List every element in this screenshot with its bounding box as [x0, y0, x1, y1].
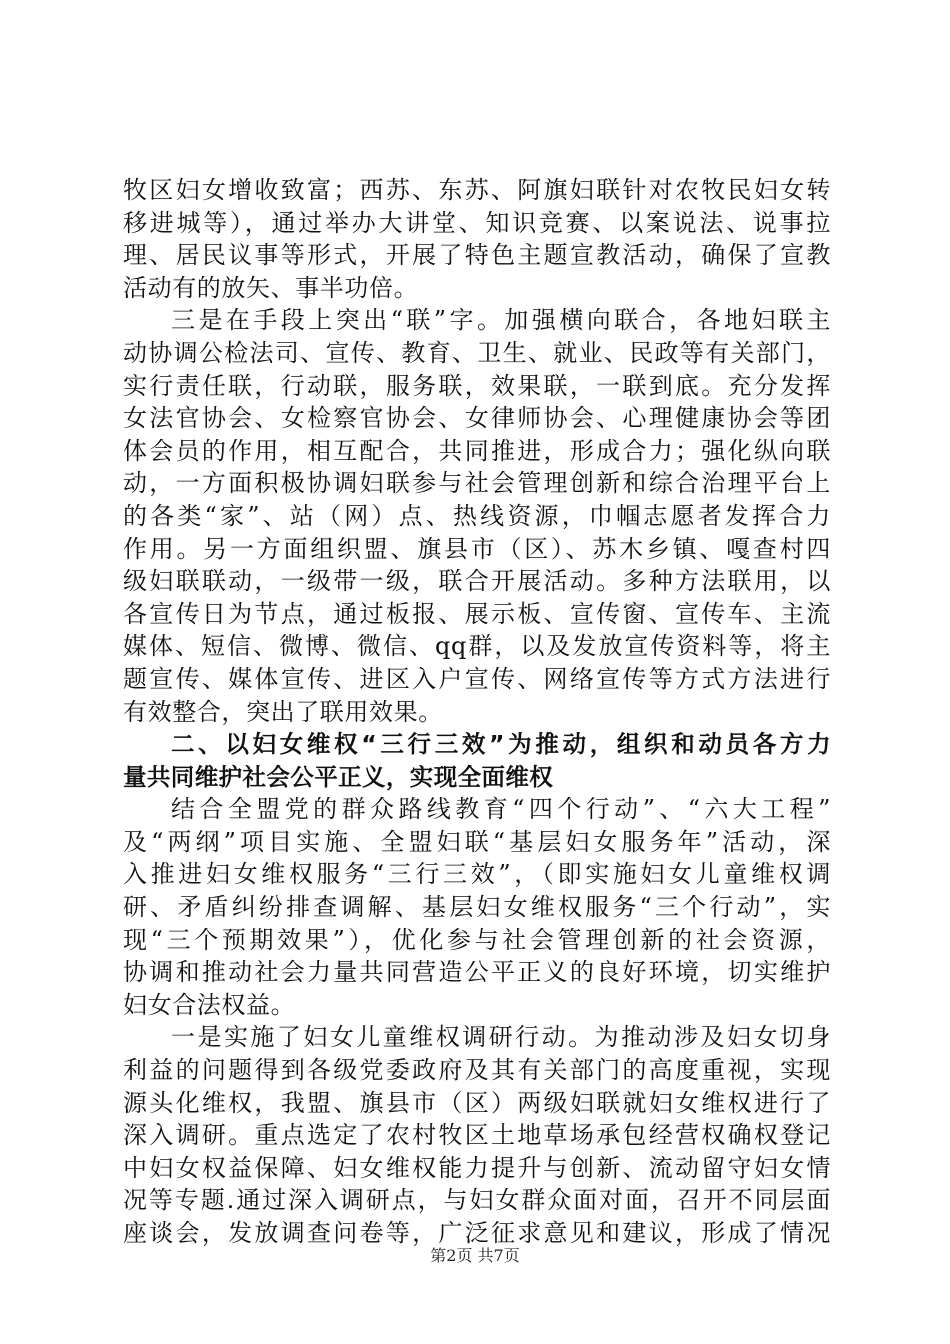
- text-line: 有效整合，突出了联用效果。: [123, 697, 443, 726]
- paragraph-start-line: 三是在手段上突出“联”字。加强横向联合，各地妇联主: [171, 306, 831, 335]
- text-line: 各宣传日为节点，通过板报、展示板、宣传窗、宣传车、主流: [123, 599, 831, 628]
- text-line: 实行责任联，行动联，服务联，效果联，一联到底。充分发挥: [123, 371, 831, 400]
- text-line: 媒体、短信、微博、微信、qq群，以及发放宣传资料等，将主: [123, 632, 831, 661]
- section-heading-continued: 量共同维护社会公平正义，实现全面维权: [123, 762, 554, 791]
- text-line: 妇女合法权益。: [123, 990, 296, 1019]
- text-line: 活动有的放矢、事半功倍。: [123, 273, 419, 302]
- text-line: 理、居民议事等形式，开展了特色主题宣教活动，确保了宣教: [123, 241, 831, 270]
- text-line: 动协调公检法司、宣传、教育、卫生、就业、民政等有关部门，: [123, 338, 831, 367]
- text-line: 深入调研。重点选定了农村牧区土地草场承包经营权确权登记: [123, 1121, 831, 1150]
- text-line: 移进城等），通过举办大讲堂、知识竞赛、以案说法、说事拉: [123, 208, 831, 237]
- text-line: 入推进妇女维权服务“三行三效”，（即实施妇女儿童维权调: [123, 860, 831, 889]
- section-heading: 二、以妇女维权“三行三效”为推动，组织和动员各方力: [171, 730, 831, 759]
- text-line: 动，一方面积极协调妇联参与社会管理创新和综合治理平台上: [123, 469, 831, 498]
- text-line: 协调和推动社会力量共同营造公平正义的良好环境，切实维护: [123, 958, 831, 987]
- document-body: [123, 174, 831, 1250]
- text-line: 题宣传、媒体宣传、进区入户宣传、网络宣传等方式方法进行: [123, 664, 831, 693]
- text-line: 研、矛盾纠纷排查调解、基层妇女维权服务“三个行动”，实: [123, 893, 831, 922]
- text-line: 源头化维权，我盟、旗县市（区）两级妇联就妇女维权进行了: [123, 1088, 831, 1117]
- text-line: 体会员的作用，相互配合，共同推进，形成合力；强化纵向联: [123, 436, 831, 465]
- page-number-footer: 第2页 共7页: [430, 1246, 520, 1265]
- text-line: 现“三个预期效果”），优化参与社会管理创新的社会资源，: [123, 925, 831, 954]
- text-line: 座谈会，发放调查问卷等，广泛征求意见和建议，形成了情况: [123, 1219, 831, 1247]
- paragraph-start-line: 一是实施了妇女儿童维权调研行动。为推动涉及妇女切身: [171, 1023, 831, 1052]
- text-line: 及“两纲”项目实施、全盟妇联“基层妇女服务年”活动，深: [123, 827, 831, 856]
- text-line: 牧区妇女增收致富；西苏、东苏、阿旗妇联针对农牧民妇女转: [123, 176, 831, 204]
- text-line: 的各类“家”、站（网）点、热线资源，巾帼志愿者发挥合力: [123, 501, 831, 530]
- text-line: 作用。另一方面组织盟、旗县市（区）、苏木乡镇、嘎查村四: [123, 534, 831, 563]
- paragraph-start-line: 结合全盟党的群众路线教育“四个行动”、“六大工程”: [171, 795, 831, 824]
- text-line: 中妇女权益保障、妇女维权能力提升与创新、流动留守妇女情: [123, 1153, 831, 1182]
- text-line: 级妇联联动，一级带一级，联合开展活动。多种方法联用，以: [123, 567, 831, 596]
- text-line: 女法官协会、女检察官协会、女律师协会、心理健康协会等团: [123, 404, 831, 433]
- text-line: 况等专题.通过深入调研点，与妇女群众面对面，召开不同层面: [123, 1186, 831, 1215]
- text-line: 利益的问题得到各级党委政府及其有关部门的高度重视，实现: [123, 1056, 831, 1085]
